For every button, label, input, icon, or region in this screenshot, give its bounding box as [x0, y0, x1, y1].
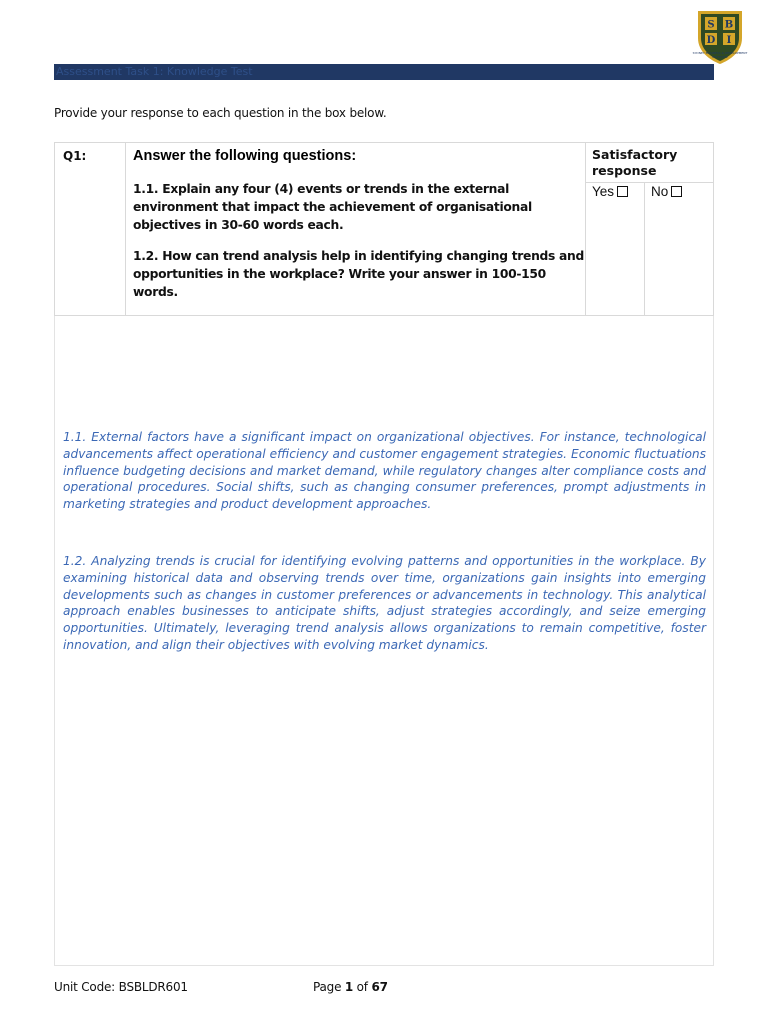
logo-caption: SYDNEY BUSINESS & DEVELOPMENT INSTITUTE: [692, 51, 748, 59]
yes-option[interactable]: [592, 184, 628, 199]
footer-page-number: [313, 980, 388, 994]
logo-letter-i: I: [726, 35, 732, 46]
question-table: [54, 142, 714, 316]
section-banner: [54, 64, 714, 80]
question-heading: Answer the following questions:: [133, 148, 357, 164]
no-checkbox[interactable]: [671, 186, 682, 197]
answer-1-1: 1.1. External factors have a significant impact on organizational objectives. For instance, technological advancements affect operational efficiency and customer engagement strategies. Economic fluctuations influence budgeting decisions and market demand, while regulatory changes alter compliance costs and operational procedures. Social shifts, such as changing consumer preferences, prompt adjustments in marketing strategies and product development approaches.: [63, 430, 706, 512]
logo-letter-d: D: [706, 35, 716, 46]
table-divider: [644, 182, 645, 315]
satisfactory-response-label: Satisfactory response: [592, 147, 678, 178]
page-prefix: Page: [313, 980, 345, 994]
question-item-1-2: 1.2. How can trend analysis help in identifying changing trends and opportunities in the workplace? Write your answer in 100-150 words.: [133, 249, 584, 299]
no-label: No: [651, 184, 669, 199]
page-current: 1: [344, 980, 354, 994]
answer-1-2: 1.2. Analyzing trends is crucial for identifying evolving patterns and opportunities in the workplace. By examining historical data and observing trends over time, organizations gain insights into emerging developments such as changes in customer preferences or advancements in technology. This analytical approach enables businesses to anticipate shifts, adjust strategies accordingly, and seize emerging opportunities. Ultimately, leveraging trend analysis allows organizations to remain competitive, foster innovation, and align their objectives with evolving market dynamics.: [63, 554, 706, 652]
yes-label: Yes: [592, 184, 615, 199]
question-item-1-1: 1.1. Explain any four (4) events or trends in the external environment that impact the achievement of organisational objectives in 30-60 words each.: [133, 182, 532, 232]
yes-checkbox[interactable]: [617, 186, 628, 197]
page-of: of: [353, 980, 372, 994]
no-option[interactable]: [651, 184, 682, 199]
table-divider: [125, 143, 126, 315]
instruction-text: Provide your response to each question in the box below.: [54, 106, 387, 120]
banner-title: Assessment Task 1: Knowledge Test: [56, 65, 253, 78]
answer-box[interactable]: [54, 316, 714, 966]
logo-letter-b: B: [724, 19, 734, 31]
table-divider: [585, 182, 713, 183]
footer-unit-code: Unit Code: BSBLDR601: [54, 980, 188, 994]
question-number: Q1:: [63, 149, 87, 163]
logo-letter-s: S: [707, 19, 715, 31]
page-total: 67: [371, 980, 388, 994]
